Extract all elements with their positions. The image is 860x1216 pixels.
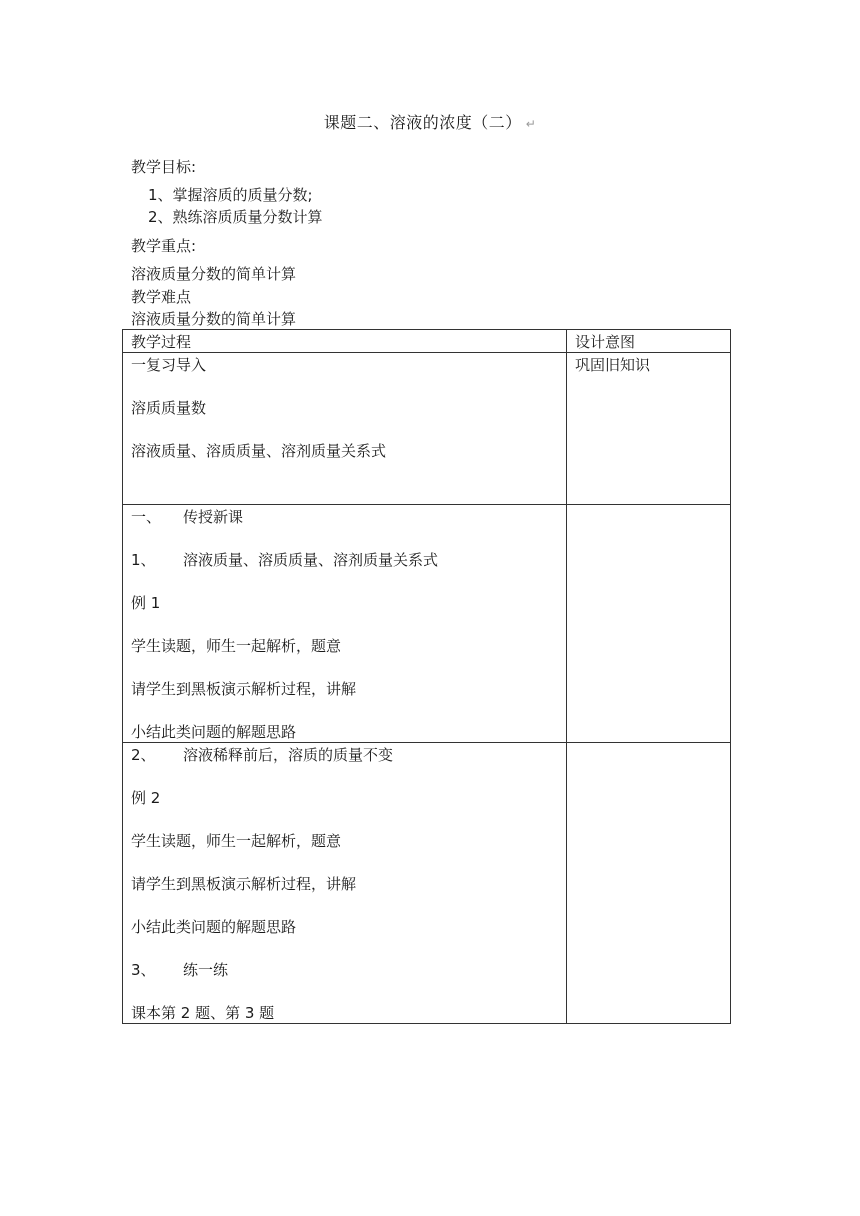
new-lesson-heading: [131, 507, 558, 527]
review-cell: [123, 353, 567, 505]
new-lesson-cell: [123, 505, 567, 743]
item-3-heading: [131, 960, 558, 980]
example-1-label: 例 1: [131, 594, 161, 612]
item-1-number: 1、: [131, 551, 156, 569]
review-intent-cell: [567, 353, 731, 505]
review-heading: 一复习导入: [131, 356, 207, 374]
item-2-heading: [131, 745, 558, 765]
difficulties-label: 教学难点: [131, 288, 192, 306]
item-3-title: 练一练: [183, 961, 229, 979]
objective-item-1: 1、掌握溶质的质量分数;: [148, 186, 313, 204]
lesson-line: 请学生到黑板演示解析过程，讲解: [131, 680, 357, 698]
lesson-line: 学生读题，师生一起解析，题意: [131, 832, 342, 850]
objective-item-2: 2、熟练溶质质量分数计算: [148, 208, 323, 226]
item-3-number: 3、: [131, 961, 156, 979]
paragraph-mark-icon: ↵: [525, 117, 537, 131]
item-1-title: 溶液质量、溶质质量、溶剂质量关系式: [183, 551, 439, 569]
table-header-row: [123, 330, 731, 353]
difficulties-content: 溶液质量分数的简单计算: [131, 310, 297, 328]
review-intent: 巩固旧知识: [575, 356, 651, 374]
item-2-number: 2、: [131, 746, 156, 764]
header-process: 教学过程: [131, 333, 192, 351]
objectives-label: 教学目标:: [131, 158, 197, 176]
item-2-title: 溶液稀释前后，溶质的质量不变: [183, 746, 394, 764]
table-row: [123, 743, 731, 1024]
example-2-label: 例 2: [131, 789, 161, 807]
header-intent-cell: [567, 330, 731, 353]
lesson-plan-table: [122, 329, 731, 1024]
table-row: [123, 353, 731, 505]
header-intent: 设计意图: [575, 333, 636, 351]
item-1-heading: [131, 550, 558, 570]
review-line: 溶质质量数: [131, 399, 207, 417]
table-row: [123, 505, 731, 743]
review-line: 溶液质量、溶质质量、溶剂质量关系式: [131, 442, 387, 460]
section-title: 传授新课: [183, 508, 244, 526]
key-points-content: 溶液质量分数的简单计算: [131, 265, 297, 283]
lesson-line: 小结此类问题的解题思路: [131, 918, 297, 936]
new-lesson-intent-cell: [567, 505, 731, 743]
lesson-line: 请学生到黑板演示解析过程，讲解: [131, 875, 357, 893]
key-points-label: 教学重点:: [131, 237, 197, 255]
lesson-line: 小结此类问题的解题思路: [131, 723, 297, 741]
dilution-intent-cell: [567, 743, 731, 1024]
lesson-line: 学生读题，师生一起解析，题意: [131, 637, 342, 655]
title-text: 课题二、溶液的浓度（二）: [323, 113, 522, 132]
dilution-cell: [123, 743, 567, 1024]
page-title: [0, 110, 860, 133]
exercise-line: 课本第 2 题、第 3 题: [131, 1004, 275, 1022]
header-process-cell: [123, 330, 567, 353]
section-number: 一、: [131, 508, 162, 526]
